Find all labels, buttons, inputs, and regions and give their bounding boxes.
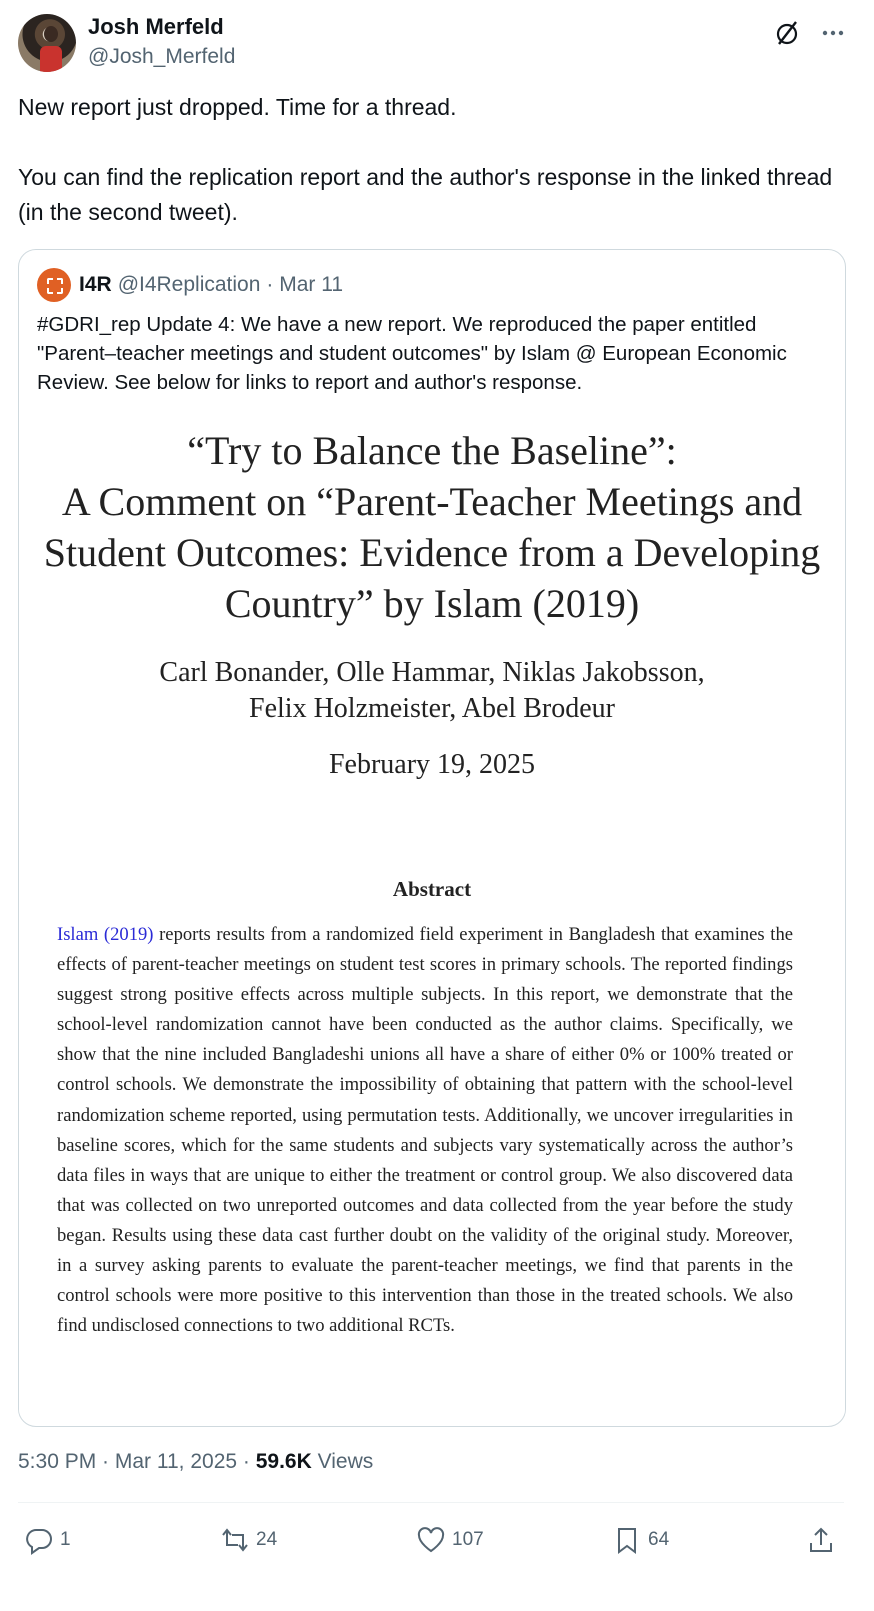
tweet-text: New report just dropped. Time for a thread. You can find the replication report and the author's response in the linked thread (in the second tweet). — [18, 94, 833, 225]
reply-button[interactable] — [24, 1518, 71, 1562]
like-button[interactable] — [416, 1518, 484, 1562]
bookmark-icon — [612, 1525, 642, 1555]
paper-title — [19, 425, 845, 629]
like-count: 107 — [452, 1529, 484, 1550]
bookmark-button[interactable] — [612, 1518, 669, 1562]
bookmark-count: 64 — [648, 1529, 670, 1550]
avatar[interactable] — [18, 14, 76, 72]
paper-authors-line: Felix Holzmeister, Abel Brodeur — [249, 693, 615, 724]
timestamp[interactable]: 5:30 PM · Mar 11, 2025 · — [18, 1450, 256, 1473]
share-button[interactable] — [806, 1518, 842, 1562]
reply-count: 1 — [60, 1529, 71, 1550]
divider — [18, 1502, 844, 1503]
paper-image[interactable] — [19, 415, 845, 1415]
views-count: 59.6K — [255, 1450, 312, 1473]
paper-title-line: Country” by Islam (2019) — [224, 581, 640, 626]
grok-icon[interactable] — [772, 18, 802, 48]
quoted-author-name[interactable]: I4R — [79, 273, 112, 296]
abstract-body: reports results from a randomized field experiment in Bangladesh that examines the effects of parent-teacher meetings on student test scores in primary schools. The reported findings suggest strong positive effects across multiple subjects. In this report, we demonstrate that the school-level randomization cannot have been conducted as the author claims. Specifically, we show that the nine included Bangladeshi unions all have a share of either 0% or 100% treated or control schools. We demonstrate the impossibility of obtaining that pattern with the school-level randomization scheme reported, using permutation tests. Additionally, we uncover irregularities in baseline scores, which for the same students and subjects vary systematically across the author’s data files in ways that are unique to either the treatment or control group. We also discovered data that was collected on two unreported outcomes and data collected from the year before the study began. Results using these data cast further doubt on the validity of the original study. Moreover, in a survey asking parents to evaluate the parent-teacher meetings, we find that parents in the control schools were more positive to this intervention than those in the treated schools. We also find undisclosed connections to two additional RCTs. — [57, 924, 793, 1337]
views-label: Views — [311, 1450, 374, 1473]
abstract-text — [57, 920, 793, 1341]
share-icon — [806, 1525, 836, 1555]
paper-authors — [19, 655, 845, 727]
repost-count: 24 — [256, 1529, 278, 1550]
quoted-tweet[interactable] — [18, 249, 846, 1427]
quoted-tweet-header — [37, 268, 343, 302]
author-name[interactable]: Josh Merfeld — [88, 14, 224, 39]
paper-date: February 19, 2025 — [328, 749, 536, 780]
abstract-citation: Islam (2019) — [57, 924, 154, 945]
reply-icon — [24, 1525, 54, 1555]
quoted-date: · Mar 11 — [266, 273, 344, 296]
repost-icon — [220, 1525, 250, 1555]
quoted-avatar[interactable] — [37, 268, 71, 302]
quoted-author-handle[interactable]: @I4Replication — [117, 273, 261, 296]
more-icon[interactable] — [818, 18, 848, 48]
author-handle[interactable]: @Josh_Merfeld — [88, 45, 236, 68]
paper-authors-line: Carl Bonander, Olle Hammar, Niklas Jakobsson, — [159, 657, 705, 688]
like-icon — [416, 1525, 446, 1555]
quoted-tweet-text: #GDRI_rep Update 4: We have a new report. We reproduced the paper entitled "Parent–teacher meetings and student outcomes" by Islam @ European Economic Review. See below for links to report and author's response. — [37, 313, 787, 394]
tweet-meta — [18, 1450, 373, 1474]
repost-button[interactable] — [220, 1518, 277, 1562]
action-bar — [18, 1518, 856, 1562]
paper-title-line: “Try to Balance the Baseline”: — [187, 428, 677, 473]
tweet-header — [18, 14, 856, 74]
paper-title-line: A Comment on “Parent-Teacher Meetings and — [61, 479, 803, 524]
paper-title-line: Student Outcomes: Evidence from a Developing — [43, 530, 821, 575]
abstract-heading: Abstract — [392, 877, 472, 901]
